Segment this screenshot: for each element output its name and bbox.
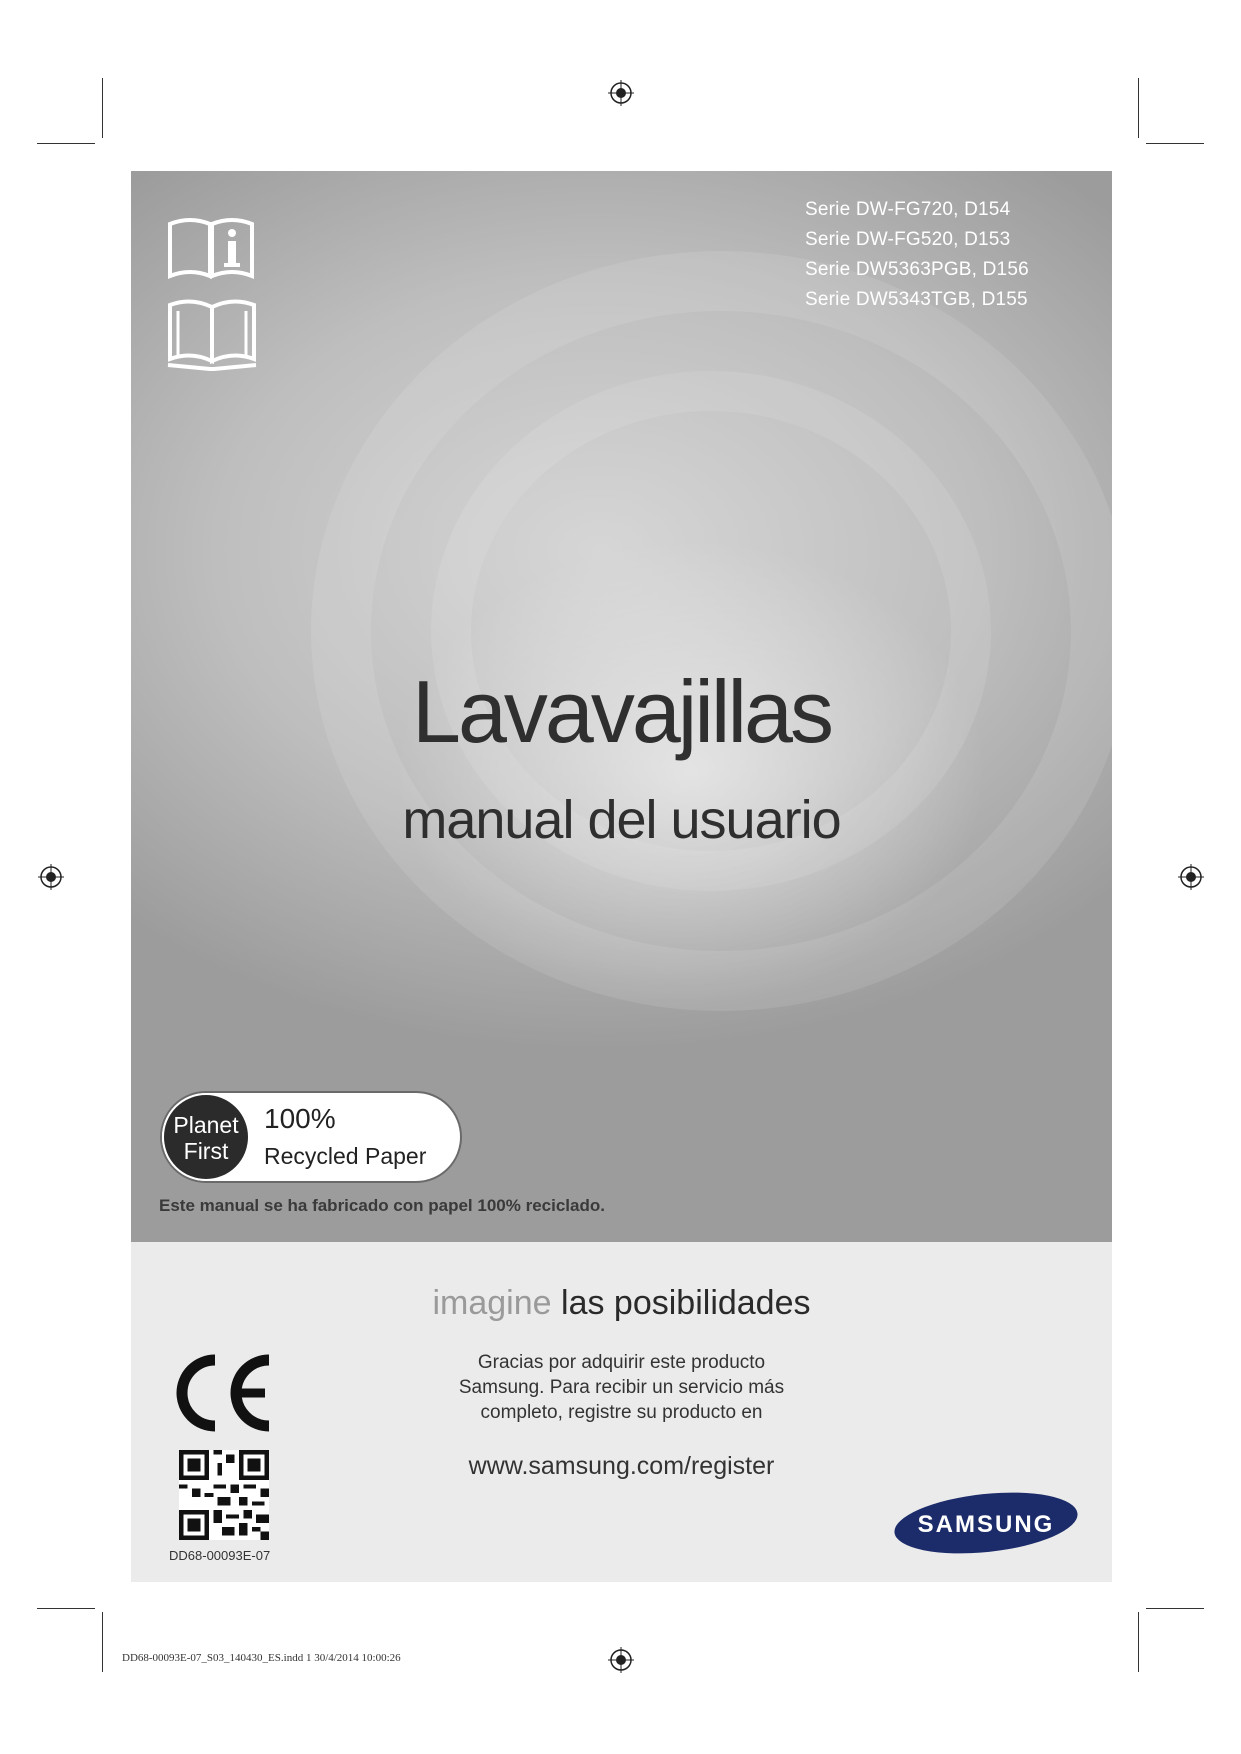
- bottom-panel: [131, 1242, 1112, 1582]
- registration-mark-icon: [1178, 864, 1204, 890]
- model-series-item: Serie DW5343TGB, D155: [805, 289, 1028, 310]
- page-title: Lavavajillas: [412, 662, 831, 761]
- model-series-item: Serie DW5363PGB, D156: [805, 259, 1029, 280]
- crop-mark: [102, 1612, 103, 1672]
- recycled-label: Recycled Paper: [264, 1143, 427, 1169]
- slogan: [131, 1284, 1112, 1323]
- samsung-logo: [891, 1488, 1081, 1558]
- planet-first-line1: Planet: [173, 1112, 239, 1138]
- slogan-light: imagine: [432, 1284, 552, 1322]
- model-series-item: Serie DW-FG520, D153: [805, 229, 1011, 250]
- crop-mark: [1146, 143, 1204, 144]
- recycled-note: Este manual se ha fabricado con papel 100% reciclado.: [159, 1196, 605, 1215]
- print-slug: DD68-00093E-07_S03_140430_ES.indd 1 30/4/2014 10:00:26: [122, 1652, 401, 1664]
- document-code: DD68-00093E-07: [169, 1548, 271, 1563]
- planet-first-badge: [160, 1091, 462, 1183]
- register-link[interactable]: www.samsung.com/register: [468, 1452, 775, 1480]
- thanks-line: Samsung. Para recibir un servicio más: [458, 1377, 785, 1398]
- ce-mark-icon: [169, 1352, 277, 1434]
- samsung-logo-text: SAMSUNG: [917, 1511, 1055, 1538]
- cover-image: [131, 171, 1112, 1242]
- thanks-line: completo, registre su producto en: [480, 1402, 763, 1423]
- recycled-percent: 100%: [264, 1103, 336, 1134]
- page-subtitle: manual del usuario: [402, 790, 841, 850]
- registration-mark-icon: [608, 1647, 634, 1673]
- thanks-text: [131, 1350, 1112, 1425]
- registration-mark-icon: [38, 864, 64, 890]
- planet-first-logo: [162, 1093, 250, 1181]
- crop-mark: [37, 143, 95, 144]
- crop-mark: [102, 78, 103, 138]
- qr-code-icon[interactable]: [179, 1450, 269, 1540]
- open-book-icon: [166, 295, 258, 373]
- crop-mark: [1138, 1612, 1139, 1672]
- registration-mark-icon: [608, 80, 634, 106]
- crop-mark: [37, 1608, 95, 1609]
- thanks-line: Gracias por adquirir este producto: [477, 1352, 766, 1373]
- model-series-item: Serie DW-FG720, D154: [805, 199, 1011, 220]
- crop-mark: [1146, 1608, 1204, 1609]
- slogan-dark: las posibilidades: [561, 1284, 811, 1322]
- info-book-icon: [166, 216, 256, 280]
- model-series-list: [805, 195, 1029, 315]
- crop-mark: [1138, 78, 1139, 138]
- planet-first-line2: First: [183, 1138, 229, 1164]
